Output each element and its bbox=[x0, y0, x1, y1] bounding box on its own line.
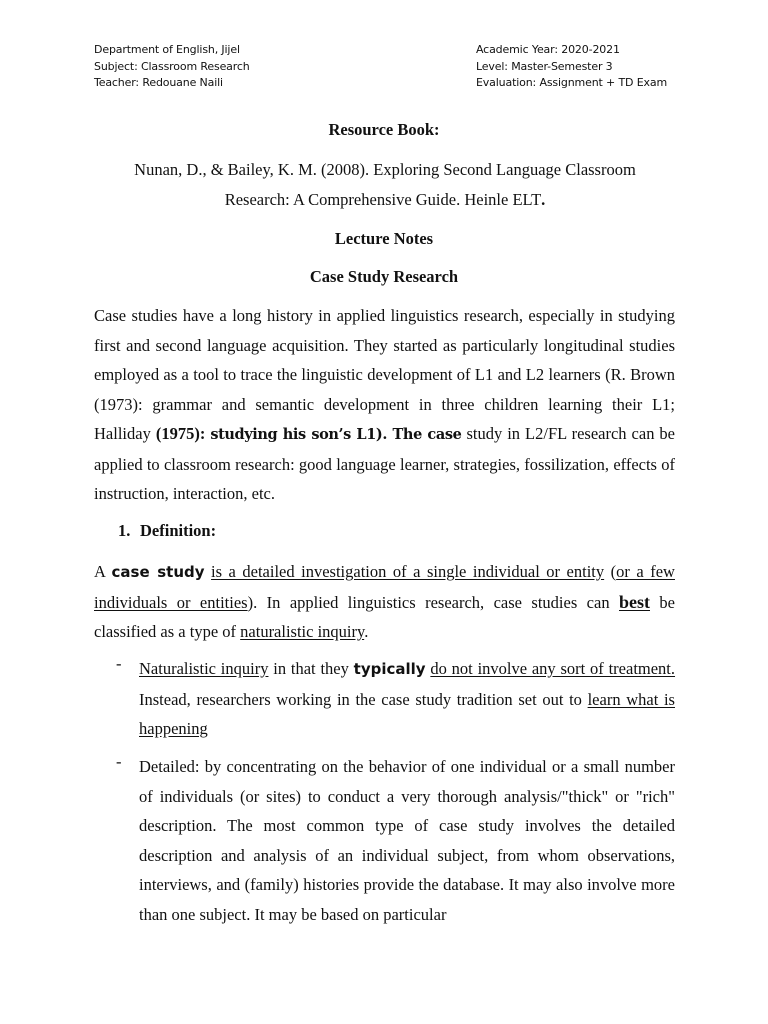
reference-line-1: Nunan, D., & Bailey, K. M. (2008). Exploring Second Language Classroom bbox=[134, 160, 636, 179]
department: Department of English, Jijel bbox=[94, 43, 240, 56]
academic-year: Academic Year: 2020-2021 bbox=[476, 43, 620, 56]
reference-line-2: Research: A Comprehensive Guide. Heinle ELT. bbox=[224, 190, 546, 209]
best-word: best bbox=[619, 591, 650, 612]
bullet-dash: - bbox=[116, 654, 122, 673]
section-definition-heading bbox=[118, 521, 216, 541]
typically-word: typically bbox=[353, 660, 426, 678]
definition-paragraph: A case study is a detailed investigation of a single individual or entity (or a few individuals or entities). In applied linguistics research, case studies can best be classified as a type of naturalistic inquiry. bbox=[94, 562, 676, 641]
resource-heading: Resource Book: bbox=[328, 120, 440, 139]
section-title: Definition: bbox=[140, 521, 217, 540]
resource-reference bbox=[94, 155, 676, 215]
lecture-notes-heading: Lecture Notes bbox=[334, 229, 434, 248]
bullet-naturalistic: Naturalistic inquiry in that they typically do not involve any sort of treatment. Instead, researchers working in the case study tradition set out to learn what is happening bbox=[139, 659, 676, 739]
bullet-detailed: Detailed: by concentrating on the behavior of one individual or a small number of individuals (or sites) to conduct a very thorough analysis/"thick" or "rich" description. The most common type of case study involves the detailed description and analysis of an individual subject, from whom observations, interviews, and (family) histories provide the database. It may also involve more than one subject. It may be based on particular bbox=[139, 757, 675, 924]
intro-paragraph: Case studies have a long history in applied linguistics research, especially in studying first and second language acquisition. They started as particularly longitudinal studies employed as a tool to trace the linguistic development of L1 and L2 learners (R. Brown (1973): grammar and semantic development in three children learning their L1; Halliday (1975): studying his son’s L1). The case study in L2/FL research can be applied to classroom research: good language learner, strategies, fossilization, effects of instruction, interaction, etc. bbox=[94, 306, 676, 503]
section-number: 1. bbox=[118, 521, 131, 540]
header-left bbox=[94, 42, 250, 92]
bullet-dash: - bbox=[116, 752, 122, 771]
evaluation: Evaluation: Assignment + TD Exam bbox=[476, 76, 668, 89]
case-study-term: case study bbox=[111, 563, 205, 581]
teacher: Teacher: Redouane Naili bbox=[94, 76, 223, 89]
header-right bbox=[476, 42, 667, 92]
subject: Subject: Classroom Research bbox=[94, 59, 250, 73]
level: Level: Master-Semester 3 bbox=[476, 59, 613, 73]
topic-heading: Case Study Research bbox=[309, 267, 459, 286]
